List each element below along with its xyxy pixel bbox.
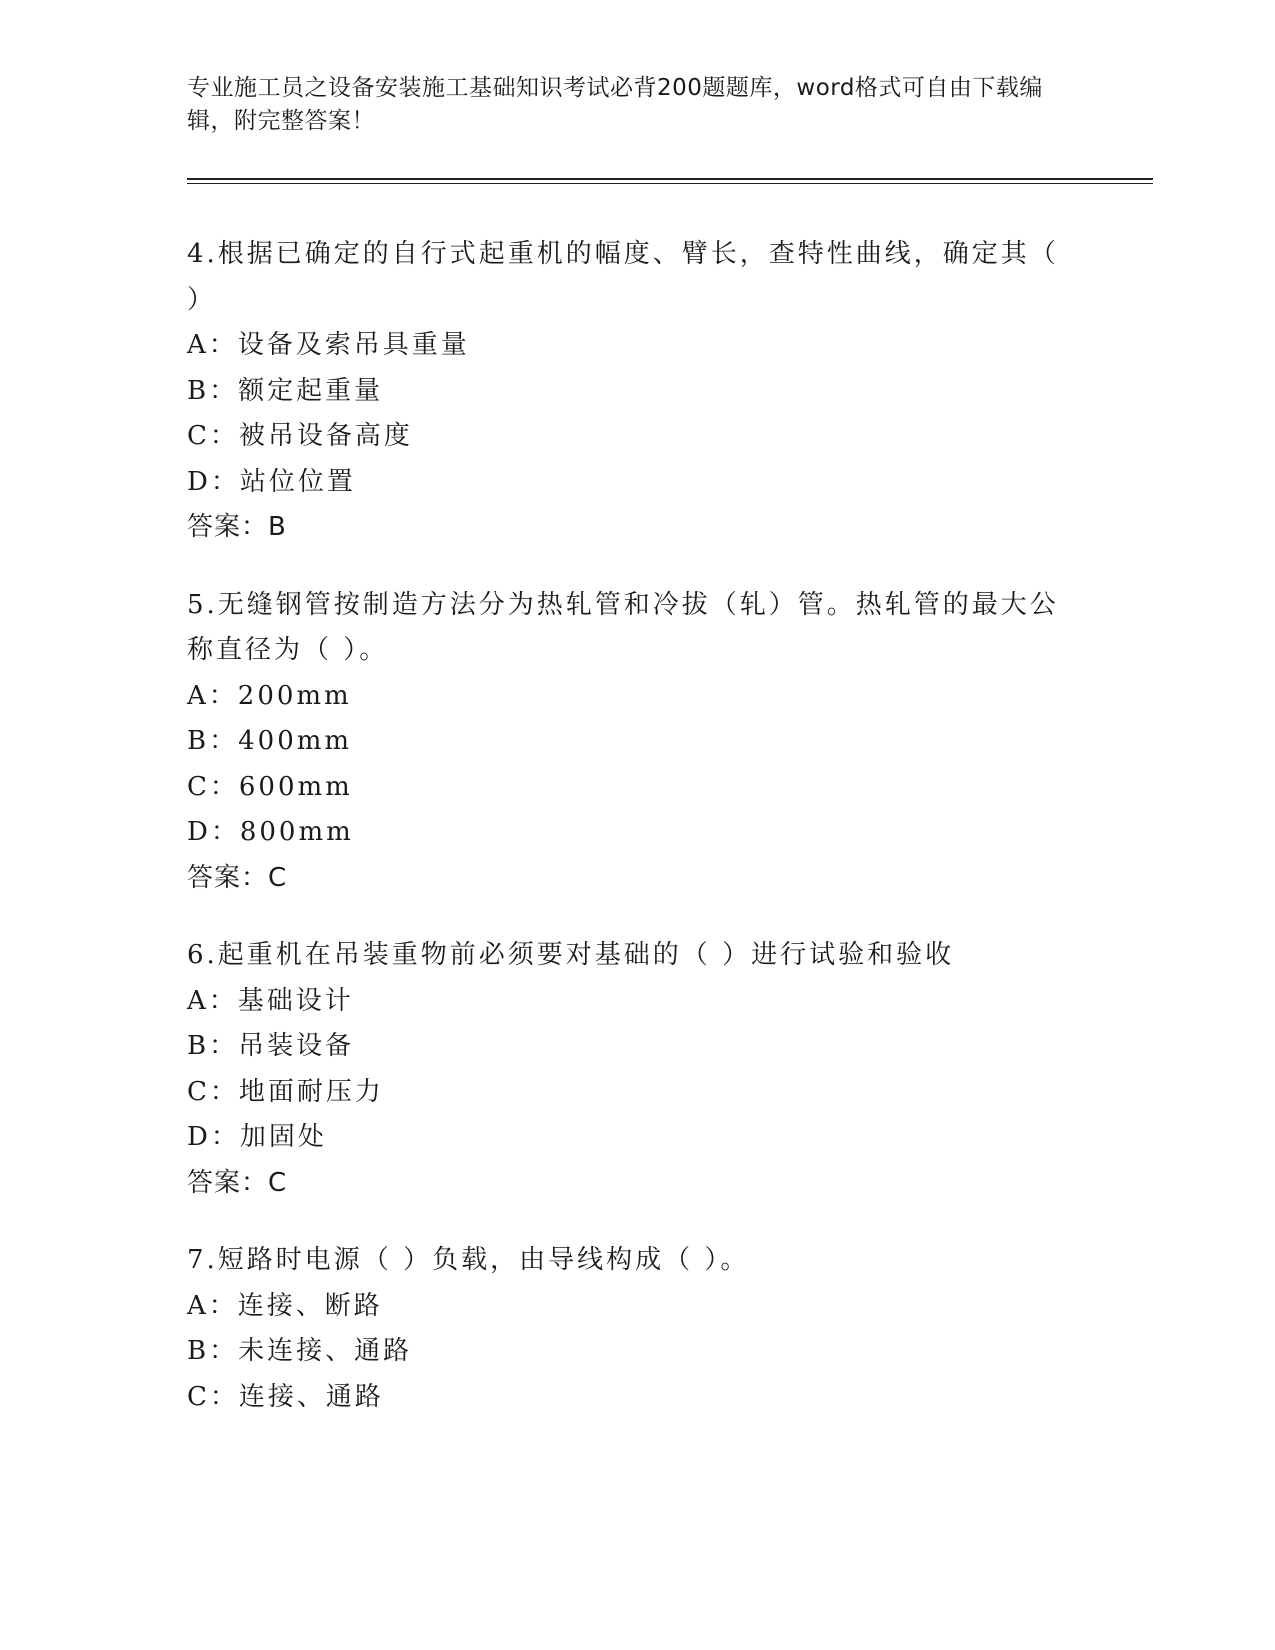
question-stem-line: 4.根据已确定的自行式起重机的幅度、臂长，查特性曲线，确定其（: [187, 239, 1059, 269]
question-stem-line: ）: [187, 284, 217, 315]
answer-label: 答案：B: [187, 512, 287, 542]
option-c: C：地面耐压力: [187, 1076, 384, 1107]
option-b: B：未连接、通路: [187, 1336, 413, 1366]
option-b: B：吊装设备: [187, 1031, 355, 1061]
question-stem-line: 5.无缝钢管按制造方法分为热轧管和冷拔（轧）管。热轧管的最大公: [187, 589, 1059, 620]
answer-label: 答案：C: [187, 862, 288, 893]
answer-label: 答案：C: [187, 1167, 288, 1198]
option-b: B：400mm: [187, 726, 353, 756]
option-a: A：设备及索吊具重量: [187, 330, 470, 360]
header-divider-thin: [187, 183, 1153, 184]
document-header: 专业施工员之设备安装施工基础知识考试必背200题题库，word格式可自由下载编辑，附完整答案！: [187, 75, 1043, 134]
question-7: [187, 1238, 1087, 1420]
question-list: [187, 232, 1087, 1452]
question-5: [187, 583, 1087, 902]
option-c: C：连接、通路: [187, 1381, 384, 1412]
question-stem-line: 6.起重机在吊装重物前必须要对基础的（ ）进行试验和验收: [187, 940, 955, 970]
option-d: D：800mm: [187, 817, 354, 847]
option-a: A：基础设计: [187, 985, 354, 1016]
question-stem-line: 称直径为（ ）。: [187, 635, 389, 665]
option-c: C：600mm: [187, 771, 353, 802]
option-d: D：加固处: [187, 1122, 327, 1152]
option-b: B：额定起重量: [187, 375, 384, 406]
question-6: [187, 933, 1087, 1206]
option-c: C：被吊设备高度: [187, 421, 413, 451]
question-stem-line: 7.短路时电源（ ）负载，由导线构成（ ）。: [187, 1245, 750, 1275]
header-divider-thick: [187, 178, 1153, 180]
question-4: [187, 232, 1087, 551]
option-a: A：200mm: [187, 680, 352, 711]
option-a: A：连接、断路: [187, 1290, 383, 1321]
option-d: D：站位位置: [187, 466, 356, 497]
